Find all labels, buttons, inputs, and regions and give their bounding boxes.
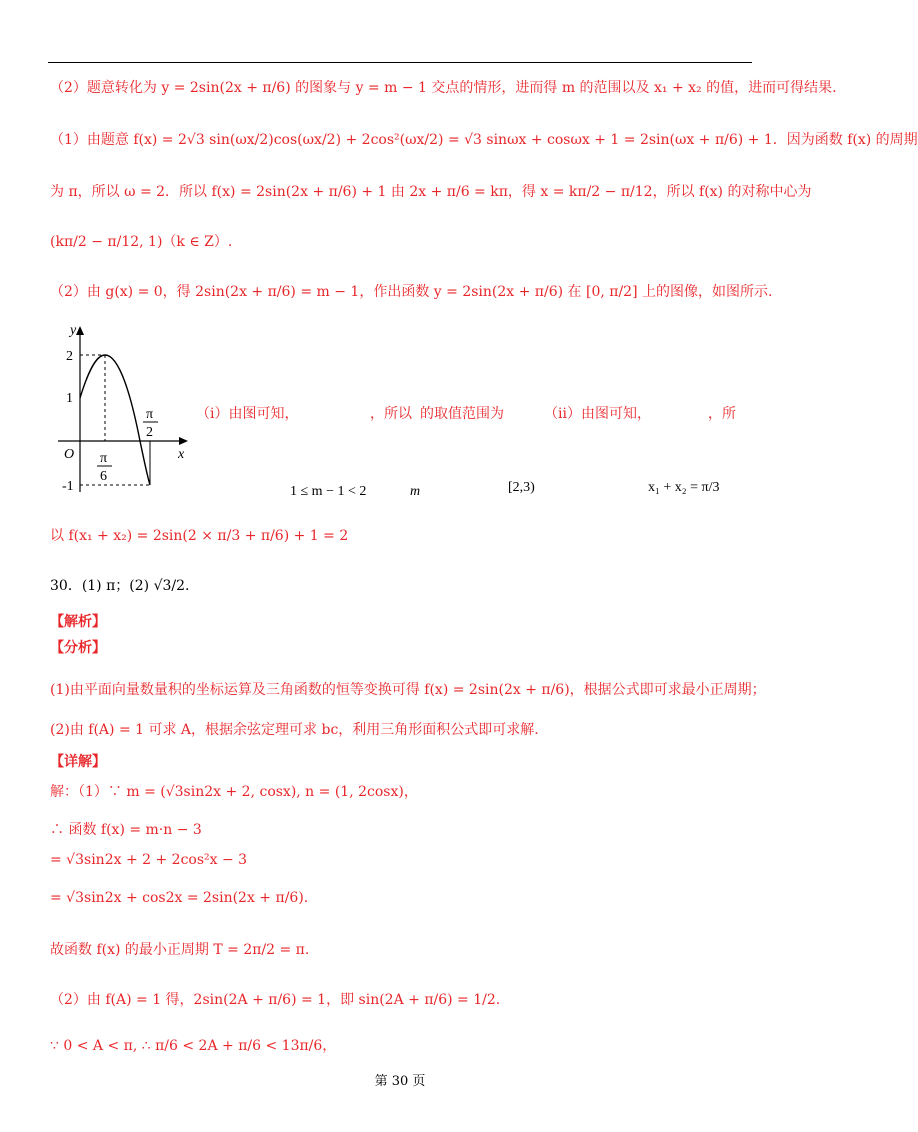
text-line-12: (1)由平面向量数量积的坐标运算及三角函数的恒等变换可得 f(x) = 2sin(2x + π/6)，根据公式即可求最小正周期；	[50, 682, 766, 698]
text-line-16: ∴ 函数 f(x) = m·n − 3	[50, 822, 202, 838]
tick-x-pi6-num: π	[100, 451, 108, 466]
tick-x-pi6-den: 6	[100, 469, 107, 484]
note-ii-so: ，所	[708, 406, 736, 422]
tick-x-pi2-den: 2	[146, 425, 153, 440]
tick-y-2: 2	[66, 349, 73, 364]
text-line-17: = √3sin2x + 2 + 2cos²x − 3	[50, 852, 248, 868]
text-line-4: (kπ/2 − π/12, 1)（k ∈ Z）.	[50, 234, 233, 250]
variable-m: m	[410, 484, 421, 499]
answer-30: 30．(1) π；(2) √3/2.	[50, 578, 190, 594]
interval-answer: [2,3)	[508, 480, 535, 495]
section-xiangjie: 【详解】	[50, 754, 106, 770]
tick-x-pi2-num: π	[146, 407, 154, 422]
note-i-so: ，所以	[370, 406, 412, 422]
sine-curve	[80, 355, 150, 485]
section-fenxi: 【分析】	[50, 640, 106, 656]
y-axis-arrow	[76, 326, 84, 335]
text-line-1: （2）题意转化为 y = 2sin(2x + π/6) 的图象与 y = m − 1 交点的情形，进而得 m 的范围以及 x₁ + x₂ 的值，进而可得结果.	[50, 80, 837, 96]
inequality-m: 1 ≤ m − 1 < 2	[290, 484, 367, 499]
origin-label: O	[64, 447, 75, 462]
x-axis-arrow	[179, 437, 188, 445]
text-line-21: ∵ 0 < A < π, ∴ π/6 < 2A + π/6 < 13π/6，	[50, 1038, 337, 1054]
text-line-18: = √3sin2x + cos2x = 2sin(2x + π/6).	[50, 890, 309, 906]
page-number: 第 30 页	[374, 1074, 426, 1089]
text-line-5: （2）由 g(x) = 0，得 2sin(2x + π/6) = m − 1，作出函数 y = 2sin(2x + π/6) 在 [0, π/2] 上的图像，如图所示.	[50, 284, 773, 300]
x-axis-label: x	[178, 447, 185, 462]
text-line-2: （1）由题意 f(x) = 2√3 sin(ωx/2)cos(ωx/2) + 2cos²(ωx/2) = √3 sinωx + cosωx + 1 = 2sin(ωx + π/6) + 1．因为函数 f(x) 的周期	[50, 132, 918, 148]
text-line-15: 解：（1）∵ m = (√3sin2x + 2, cosx), n = (1, 2cosx)，	[50, 784, 418, 800]
tick-y-neg1: -1	[62, 479, 74, 494]
y-axis-label: y	[70, 323, 77, 338]
note-i: （i）由图可知，	[196, 406, 299, 422]
text-line-20: （2）由 f(A) = 1 得，2sin(2A + π/6) = 1，即 sin(2A + π/6) = 1/2.	[50, 992, 501, 1008]
tick-y-1: 1	[66, 391, 73, 406]
header-rule	[48, 62, 752, 63]
note-i-range: 的取值范围为	[420, 406, 504, 422]
section-jiexi: 【解析】	[50, 614, 106, 630]
text-line-3: 为 π，所以 ω = 2．所以 f(x) = 2sin(2x + π/6) + 1 由 2x + π/6 = kπ，得 x = kπ/2 − π/12，所以 f(x) 的对称中心为	[50, 184, 812, 200]
text-line-19: 故函数 f(x) 的最小正周期 T = 2π/2 = π.	[50, 942, 310, 958]
sine-graph	[50, 320, 200, 500]
note-ii: （ii）由图可知，	[544, 406, 651, 422]
sum-x1-x2: x₁ + x₂ = π/3	[648, 480, 720, 495]
text-line-8: 以 f(x₁ + x₂) = 2sin(2 × π/3 + π/6) + 1 = 2	[50, 528, 349, 544]
text-line-13: (2)由 f(A) = 1 可求 A，根据余弦定理可求 bc，利用三角形面积公式即可求解.	[50, 722, 539, 738]
